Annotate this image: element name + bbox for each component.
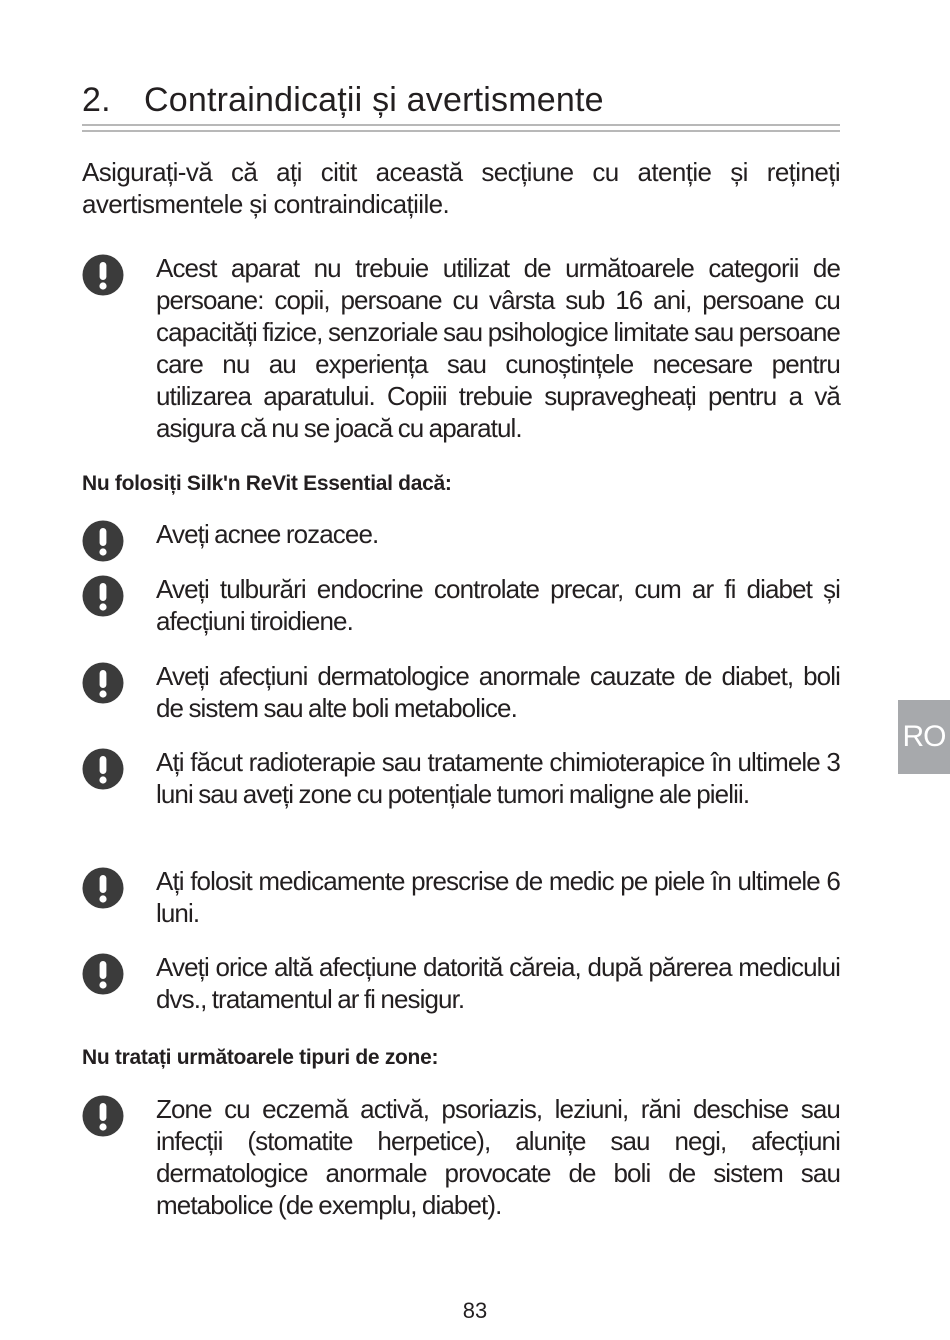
- contraindication-item: [82, 951, 840, 1015]
- warning-text: Acest aparat nu trebuie utilizat de următoarele categorii de persoane: copii, persoane cu vârsta sub 16 ani, persoane cu capacități fizice, senzoriale sau psihologice limitate sau persoane care nu au experiența sau cunoștințele necesare pentru utilizarea aparatului. Copiii trebuie supravegheați pentru a vă asigura că nu se joacă cu aparatul.: [156, 253, 840, 443]
- page-number: 83: [462, 1298, 488, 1323]
- intro-paragraph: Asigurați-vă că ați citit această secțiune cu atenție și rețineți avertismentele și contraindicațiile.: [82, 157, 840, 219]
- contraindication-item: [82, 573, 840, 637]
- contraindication-text: Aveți tulburări endocrine controlate precar, cum ar fi diabet și afecțiuni tiroidiene.: [156, 574, 840, 636]
- contraindication-text: Aveți orice altă afecțiune datorită căreia, după părerea medicului dvs., tratamentul ar fi nesigur.: [156, 952, 840, 1014]
- exclamation-warning-icon: [82, 520, 124, 562]
- language-tab: RO: [898, 700, 950, 774]
- exclamation-warning-icon: [82, 748, 124, 790]
- exclamation-warning-icon: [82, 575, 124, 617]
- exclamation-warning-icon: [82, 254, 124, 296]
- heading-rule-bottom: [82, 130, 840, 132]
- contraindication-item: [82, 746, 840, 810]
- zone-warning-item: [82, 1093, 840, 1221]
- exclamation-warning-icon: [82, 953, 124, 995]
- exclamation-warning-icon: [82, 1095, 124, 1137]
- section-number: 2.: [82, 81, 111, 119]
- contraindication-text: Ați făcut radioterapie sau tratamente chimioterapice în ultimele 3 luni sau aveți zone cu potențiale tumori maligne ale pielii.: [156, 747, 840, 809]
- exclamation-warning-icon: [82, 662, 124, 704]
- exclamation-warning-icon: [82, 867, 124, 909]
- do-not-treat-heading: Nu tratați următoarele tipuri de zone:: [82, 1046, 439, 1069]
- do-not-use-heading: Nu folosiți Silk'n ReVit Essential dacă:: [82, 472, 452, 495]
- section-title: Contraindicații și avertismente: [144, 81, 604, 119]
- contraindication-text: Ați folosit medicamente prescrise de medic pe piele în ultimele 6 luni.: [156, 866, 840, 928]
- section-heading: [82, 78, 604, 122]
- contraindication-item: [82, 865, 840, 929]
- contraindication-text: Aveți afecțiuni dermatologice anormale cauzate de diabet, boli de sistem sau alte boli metabolice.: [156, 661, 840, 723]
- contraindication-item: [82, 660, 840, 724]
- contraindication-item: [82, 518, 840, 550]
- warning-item-general: [82, 252, 840, 444]
- zone-warning-text: Zone cu eczemă activă, psoriazis, leziuni, răni deschise sau infecții (stomatite herpetice), alunițe sau negi, afecțiuni dermatologice anormale provocate de boli de sistem sau metabolice (de exemplu, diabet).: [156, 1094, 840, 1220]
- contraindication-text: Aveți acnee rozacee.: [156, 519, 379, 549]
- heading-rule-top: [82, 124, 840, 126]
